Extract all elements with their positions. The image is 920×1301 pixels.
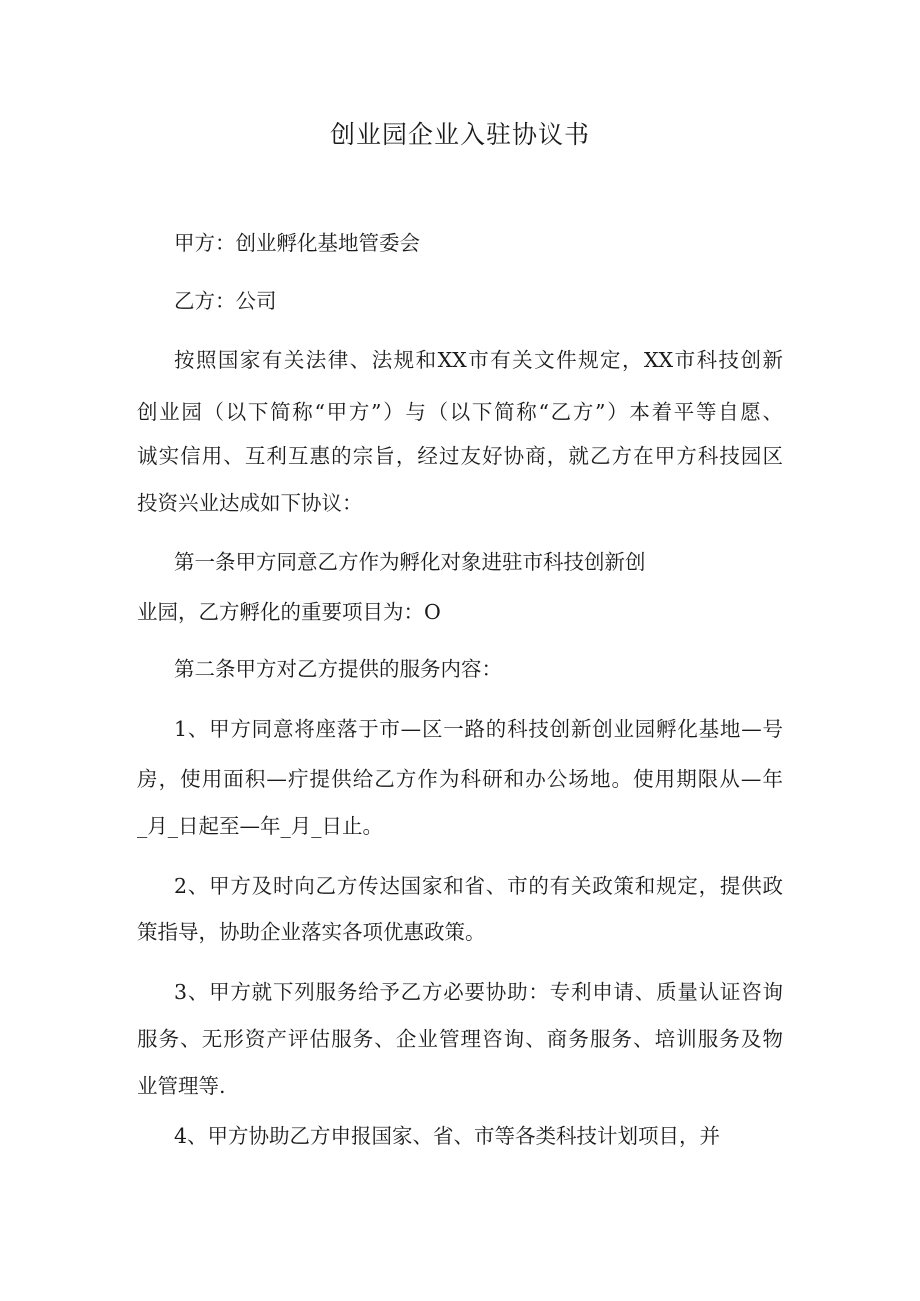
preamble-line: 投资兴业达成如下协议： (137, 491, 363, 515)
service-item-line: 策指导，协助企业落实各项优惠政策。 (137, 920, 486, 944)
service-item-line: 1、甲方同意将座落于市—区一路的科技创新创业园孵化基地—号 (174, 717, 783, 741)
article-1-line: 第一条甲方同意乙方作为孵化对象进驻市科技创新创 (174, 550, 646, 574)
document-title: 创业园企业入驻协议书 (329, 120, 590, 149)
service-item-line: 房，使用面积—疔提供给乙方作为科研和办公场地。使用期限从—年 (137, 767, 783, 791)
preamble-line: 创业园（以下简称“甲方”）与（以下简称“乙方”）本着平等自愿、 (137, 400, 783, 424)
service-item-line: 2、甲方及时向乙方传达国家和省、市的有关政策和规定，提供政 (174, 874, 783, 898)
article-1-line: 业园，乙方孵化的重要项目为：O (137, 600, 441, 624)
party-b: 乙方：公司 (174, 289, 277, 313)
service-item-line: 业管理等. (137, 1074, 226, 1098)
party-a: 甲方：创业孵化基地管委会 (174, 231, 420, 255)
service-item-line: 服务、无形资产评估服务、企业管理咨询、商务服务、培训服务及物 (137, 1027, 783, 1051)
service-item-line: 4、甲方协助乙方申报国家、省、市等各类科技计划项目，并 (174, 1124, 721, 1148)
preamble-line: 诚实信用、互利互惠的宗旨，经过友好协商，就乙方在甲方科技园区 (137, 444, 783, 468)
service-item-line: _月_日起至—年_月_日止。 (137, 814, 383, 838)
preamble-line: 按照国家有关法律、法规和XX市有关文件规定，XX市科技创新 (174, 348, 783, 372)
article-2-heading: 第二条甲方对乙方提供的服务内容： (174, 657, 502, 681)
service-item-line: 3、甲方就下列服务给予乙方必要协助：专利申请、质量认证咨询 (174, 980, 783, 1004)
